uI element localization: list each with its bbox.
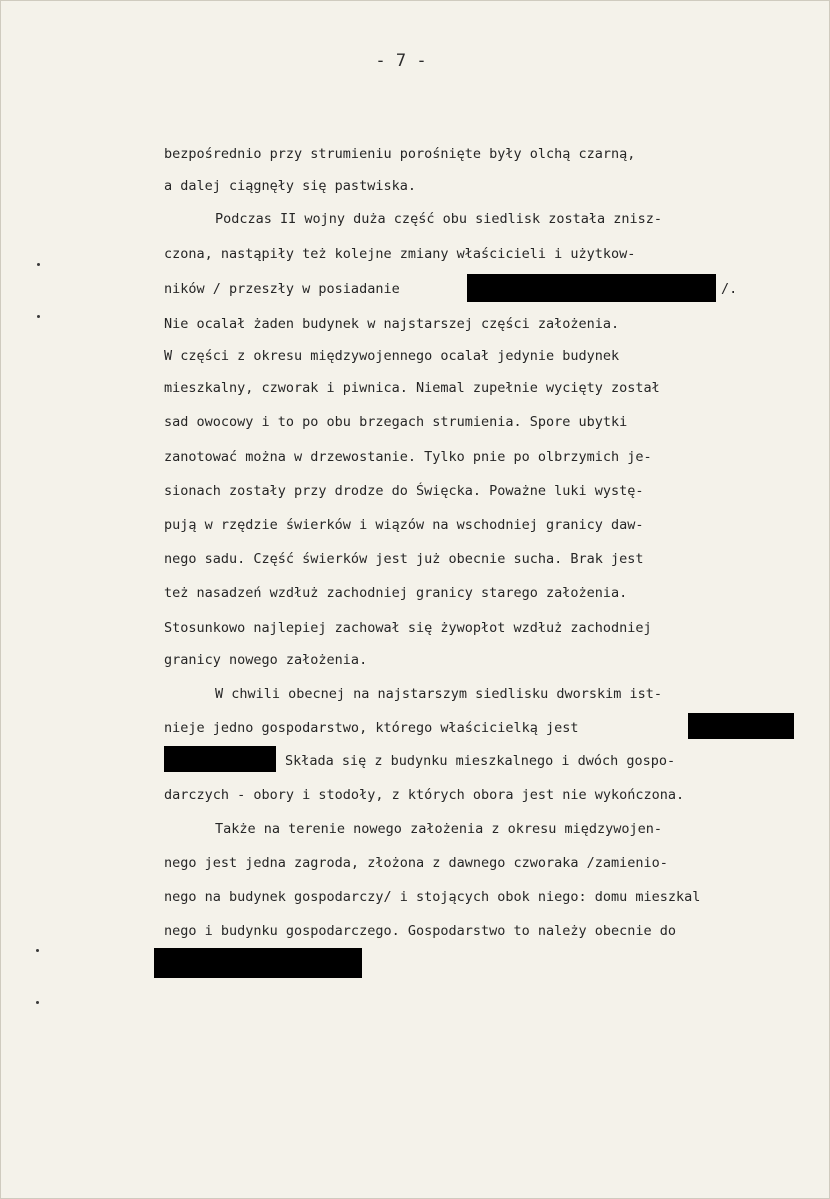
text-line: sionach zostały przy drodze do Święcka. Poważne luki wystę-: [164, 483, 644, 499]
redaction-bar: [164, 746, 276, 772]
text-line: nego sadu. Część świerków jest już obecnie sucha. Brak jest: [164, 551, 644, 567]
text-line: a dalej ciągnęły się pastwiska.: [164, 178, 416, 194]
redaction-bar: [467, 274, 716, 302]
text-line: sad owocowy i to po obu brzegach strumienia. Spore ubytki: [164, 414, 628, 430]
paper-speck: [36, 949, 39, 952]
page-number: - 7 -: [375, 51, 427, 71]
redaction-bar: [688, 713, 794, 739]
text-line: nieje jedno gospodarstwo, którego właścicielką jest: [164, 720, 579, 736]
text-line: darczych - obory i stodoły, z których obora jest nie wykończona.: [164, 787, 685, 803]
paper-speck: [36, 1001, 39, 1004]
text-line: Także na terenie nowego założenia z okresu międzywojen-: [215, 821, 663, 837]
text-line: nego jest jedna zagroda, złożona z dawnego czworaka /zamienio-: [164, 855, 668, 871]
redaction-bar: [154, 948, 362, 978]
text-line: pują w rzędzie świerków i wiązów na wschodniej granicy daw-: [164, 517, 644, 533]
text-line: [164, 276, 400, 302]
text-line: W chwili obecnej na najstarszym siedlisku dworskim ist-: [215, 686, 663, 702]
text-line: nego na budynek gospodarczy/ i stojących obok niego: domu mieszkal: [164, 889, 701, 905]
paper-speck: [37, 315, 40, 318]
text-line: W części z okresu międzywojennego ocalał jedynie budynek: [164, 348, 620, 364]
text-line: granicy nowego założenia.: [164, 652, 368, 668]
text-line: też nasadzeń wzdłuż zachodniej granicy starego założenia.: [164, 585, 628, 601]
text-line: bezpośrednio przy strumieniu porośnięte były olchą czarną,: [164, 146, 636, 162]
text-line: nego i budynku gospodarczego. Gospodarstwo to należy obecnie do: [164, 923, 677, 939]
text-line: mieszkalny, czworak i piwnica. Niemal zupełnie wycięty został: [164, 380, 660, 396]
text-line: Składa się z budynku mieszkalnego i dwóch gospo-: [285, 753, 676, 769]
text-line: Stosunkowo najlepiej zachował się żywopłot wzdłuż zachodniej: [164, 620, 652, 636]
text-line: Nie ocalał żaden budynek w najstarszej części założenia.: [164, 316, 620, 332]
text-line: /.: [721, 281, 738, 297]
paper-speck: [37, 263, 40, 266]
text-segment: ników / przeszły w posiadanie: [164, 281, 400, 297]
text-line: czona, nastąpiły też kolejne zmiany właścicieli i użytkow-: [164, 246, 636, 262]
text-line: zanotować można w drzewostanie. Tylko pnie po olbrzymich je-: [164, 449, 652, 465]
text-line: Podczas II wojny duża część obu siedlisk została znisz-: [215, 211, 663, 227]
